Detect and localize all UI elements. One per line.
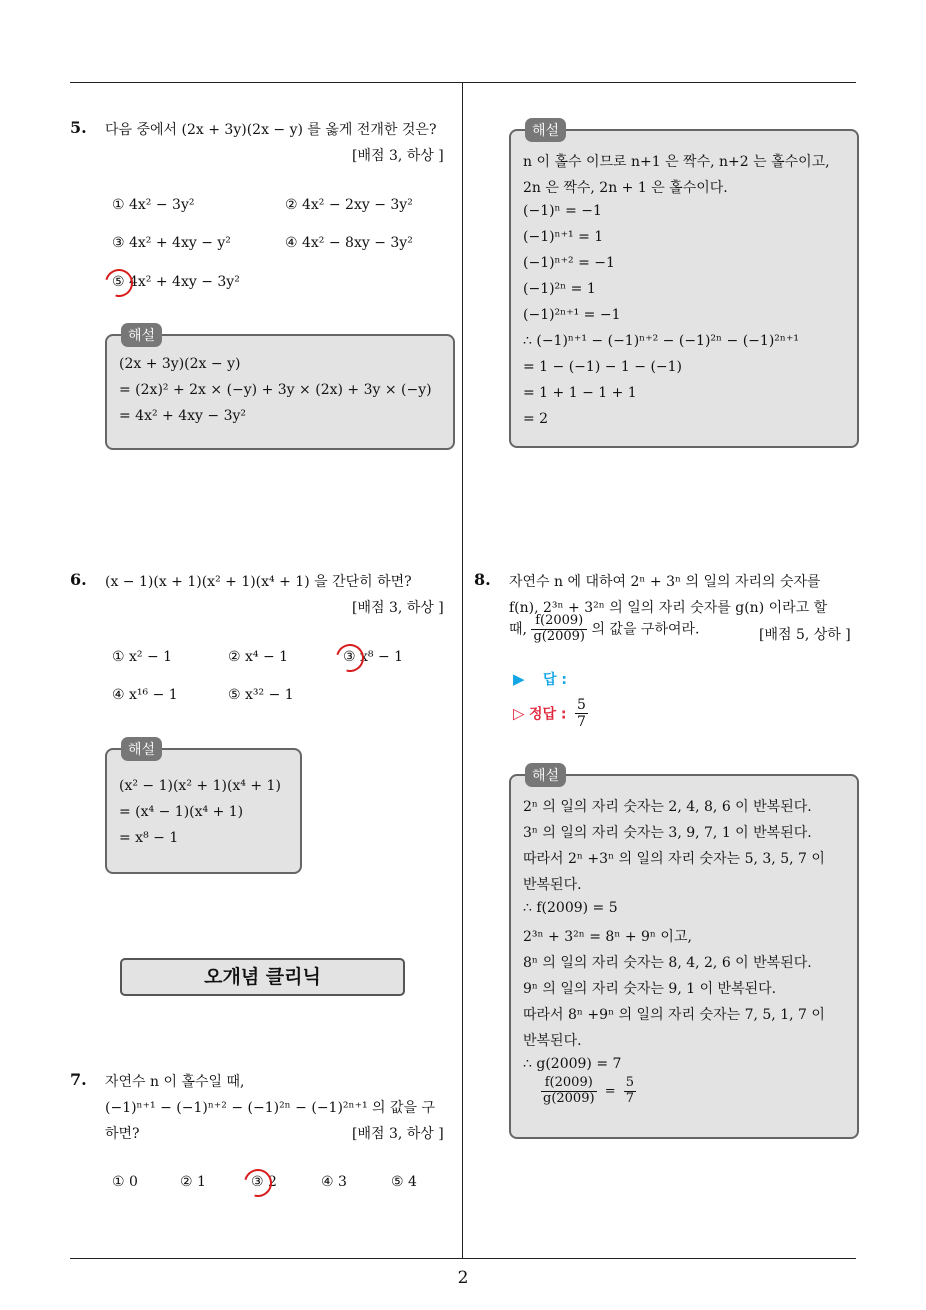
q8-question-line2: f(n), 2³ⁿ + 3²ⁿ 의 일의 자리 숫자를 g(n) 이라고 할 (509, 600, 828, 616)
q6-solution-line: (x² − 1)(x² + 1)(x⁴ + 1) (119, 778, 281, 794)
q7-solution-line: 2n 은 짝수, 2n + 1 은 홀수이다. (523, 180, 728, 196)
page-number: 2 (457, 1268, 469, 1288)
q8-correct-denominator: 7 (576, 714, 586, 731)
q8-fraction-numerator: f(2009) (531, 614, 587, 630)
q8-question-line3 (509, 614, 699, 645)
q7-solution-box (509, 123, 859, 448)
q7-solution-line: (−1)²ⁿ = 1 (523, 281, 596, 297)
q7-solution-line: = 1 + 1 − 1 + 1 (523, 385, 637, 401)
q8-solution-line: ∴ f(2009) = 5 (523, 900, 618, 916)
q6-solution-box (105, 742, 302, 874)
q7-score: [배점 3, 하상 ] (352, 1126, 444, 1142)
q8-solution-line: 반복된다. (523, 877, 582, 893)
q5-solution-line: = (2x)² + 2x × (−y) + 3y × (2x) + 3y × (−y) (119, 382, 432, 398)
q8-solution-line: 8ⁿ 의 일의 자리 숫자는 8, 4, 2, 6 이 반복된다. (523, 955, 812, 971)
q6-score: [배점 3, 하상 ] (352, 600, 444, 616)
q8-solution-line: 반복된다. (523, 1033, 582, 1049)
q8-correct-fraction (575, 697, 588, 730)
q5-option-1[interactable]: ① 4x² − 3y² (112, 197, 195, 213)
q6-option-5[interactable]: ⑤ x³² − 1 (228, 687, 294, 703)
q7-question-line2: (−1)ⁿ⁺¹ − (−1)ⁿ⁺² − (−1)²ⁿ − (−1)²ⁿ⁺¹ 의 값을 구 (105, 1100, 436, 1116)
bottom-rule (70, 1258, 856, 1259)
q7-solution-line: ∴ (−1)ⁿ⁺¹ − (−1)ⁿ⁺² − (−1)²ⁿ − (−1)²ⁿ⁺¹ (523, 333, 799, 349)
q7-question-line3: 하면? (105, 1126, 140, 1142)
concept-clinic-banner: 오개념 클리닉 (120, 958, 405, 996)
q7-number: 7. (70, 1070, 87, 1089)
q6-solution-line: = (x⁴ − 1)(x⁴ + 1) (119, 804, 244, 820)
q7-solution-line: (−1)ⁿ = −1 (523, 203, 602, 219)
q8-fraction-denominator: g(2009) (533, 628, 585, 644)
q5-score: [배점 3, 하상 ] (352, 148, 444, 164)
q7-solution-line: = 1 − (−1) − 1 − (−1) (523, 359, 683, 375)
outline-triangle-icon: ▷ (513, 704, 525, 723)
q5-solution-line: (2x + 3y)(2x − y) (119, 356, 241, 372)
q8-answer-row[interactable] (513, 669, 567, 689)
q8-solution-line: ∴ g(2009) = 7 (523, 1056, 622, 1072)
q5-option-2[interactable]: ② 4x² − 2xy − 3y² (285, 197, 413, 213)
q8-solution-line: 따라서 8ⁿ +9ⁿ 의 일의 자리 숫자는 7, 5, 1, 7 이 (523, 1007, 825, 1023)
q5-solution-line: = 4x² + 4xy − 3y² (119, 408, 246, 424)
q7-solution-line: (−1)ⁿ⁺¹ = 1 (523, 229, 604, 245)
q6-option-1[interactable]: ① x² − 1 (112, 649, 173, 665)
q7-solution-line: (−1)²ⁿ⁺¹ = −1 (523, 307, 621, 323)
q5-number: 5. (70, 118, 87, 137)
q7-solution-line: n 이 홀수 이므로 n+1 은 짝수, n+2 는 홀수이고, (523, 154, 830, 170)
q5-option-3[interactable]: ③ 4x² + 4xy − y² (112, 235, 231, 251)
q7-solution-line: (−1)ⁿ⁺² = −1 (523, 255, 615, 271)
q8-fraction (531, 614, 587, 645)
q8-solution-fraction-line (541, 1076, 636, 1107)
q8-solution-line: 9ⁿ 의 일의 자리 숫자는 9, 1 이 반복된다. (523, 981, 777, 997)
selected-answer-circle-icon (239, 1164, 277, 1202)
q6-question: (x − 1)(x + 1)(x² + 1)(x⁴ + 1) 을 간단히 하면? (105, 574, 412, 590)
q6-solution-line: = x⁸ − 1 (119, 830, 179, 846)
column-divider (462, 83, 463, 1258)
q8-solution-fraction-numerator: f(2009) (541, 1076, 597, 1092)
q6-solution-tag: 해설 (121, 737, 162, 761)
selected-answer-circle-icon (331, 639, 369, 677)
q7-option-4[interactable]: ④ 3 (321, 1174, 347, 1190)
q8-solution-fraction-denominator: g(2009) (543, 1090, 595, 1106)
q7-option-1[interactable]: ① 0 (112, 1174, 138, 1190)
q8-solution-equals: = (604, 1083, 616, 1099)
q8-solution-box (509, 768, 859, 1139)
q6-option-3[interactable]: ③ x⁸ − 1 (343, 649, 404, 665)
q5-question: 다음 중에서 (2x + 3y)(2x − y) 를 옳게 전개한 것은? (105, 122, 437, 138)
q8-question-line3-pre: 때, (509, 621, 527, 638)
q8-solution-fraction (541, 1076, 597, 1107)
q5-solution-box (105, 328, 455, 450)
q8-correct-row (513, 697, 588, 730)
q8-solution-result-numerator: 5 (625, 1075, 635, 1090)
q6-option-2[interactable]: ② x⁴ − 1 (228, 649, 289, 665)
q5-option-5[interactable]: ⑤ 4x² + 4xy − 3y² (112, 274, 240, 290)
q8-correct-label: 정답 : (529, 706, 567, 723)
q7-option-5[interactable]: ⑤ 4 (391, 1174, 417, 1190)
q7-question-line1: 자연수 n 이 홀수일 때, (105, 1074, 245, 1090)
q8-solution-line: 2ⁿ 의 일의 자리 숫자는 2, 4, 8, 6 이 반복된다. (523, 799, 812, 815)
selected-answer-circle-icon (100, 264, 138, 302)
q8-solution-result (624, 1076, 636, 1107)
q8-solution-line: 2³ⁿ + 3²ⁿ = 8ⁿ + 9ⁿ 이고, (523, 929, 692, 945)
q8-question-line3-post: 의 값을 구하여라. (591, 621, 700, 638)
q6-option-4[interactable]: ④ x¹⁶ − 1 (112, 687, 178, 703)
q7-option-3[interactable]: ③ 2 (251, 1174, 277, 1190)
q8-question-line1: 자연수 n 에 대하여 2ⁿ + 3ⁿ 의 일의 자리의 숫자를 (509, 574, 821, 590)
q8-answer-label: 답 : (543, 672, 567, 688)
q8-correct-numerator: 5 (576, 697, 586, 713)
q5-solution-tag: 해설 (121, 323, 162, 347)
q7-option-2[interactable]: ② 1 (180, 1174, 206, 1190)
q8-score: [배점 5, 상하 ] (759, 627, 851, 643)
q7-solution-tag: 해설 (525, 118, 566, 142)
q8-solution-tag: 해설 (525, 763, 566, 787)
q7-solution-line: = 2 (523, 411, 549, 427)
q8-solution-line: 3ⁿ 의 일의 자리 숫자는 3, 9, 7, 1 이 반복된다. (523, 825, 812, 841)
q6-number: 6. (70, 570, 87, 589)
q8-solution-result-denominator: 7 (625, 1090, 635, 1106)
filled-triangle-icon: ▶ (513, 670, 525, 688)
q8-number: 8. (474, 570, 491, 589)
q5-option-4[interactable]: ④ 4x² − 8xy − 3y² (285, 235, 413, 251)
q8-solution-line: 따라서 2ⁿ +3ⁿ 의 일의 자리 숫자는 5, 3, 5, 7 이 (523, 851, 825, 867)
